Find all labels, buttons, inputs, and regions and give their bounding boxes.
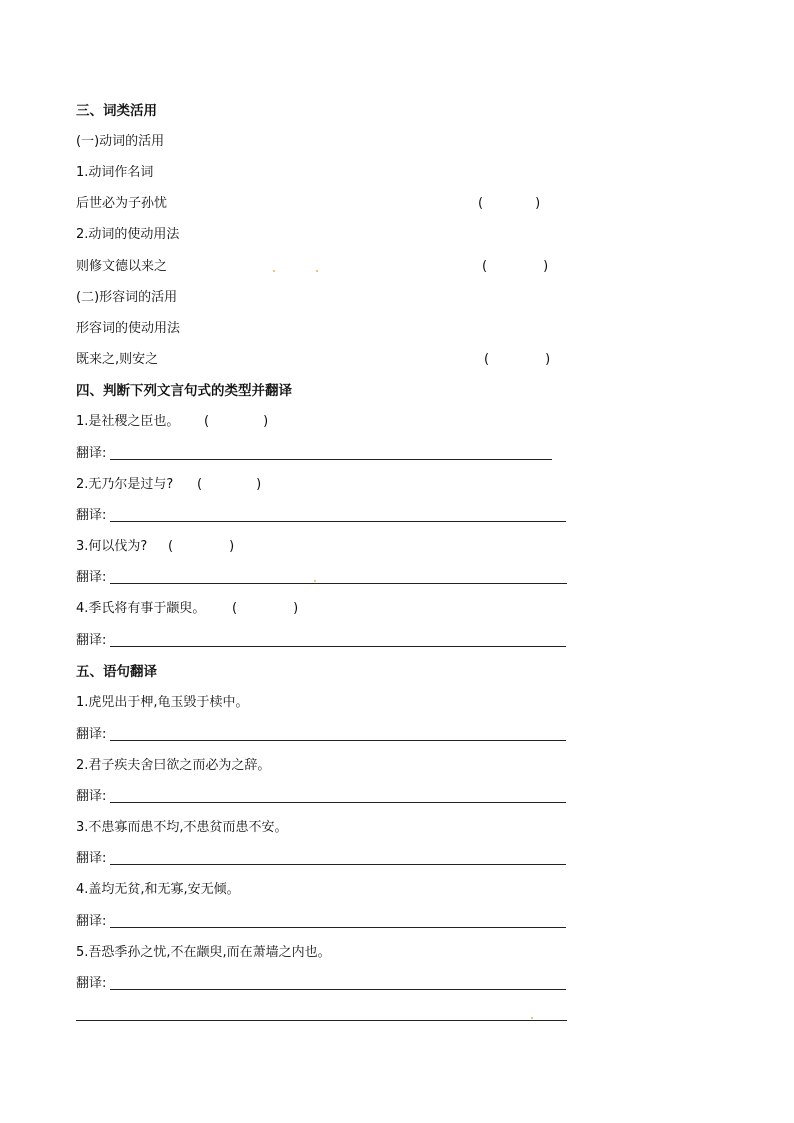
translate-label: 翻译: (76, 789, 107, 804)
section3-item2-label: 2.动词的使动用法 (76, 227, 180, 242)
paren-open: ( (478, 196, 484, 211)
section3-item3-sentence: 既来之,则安之 (76, 352, 159, 367)
paren-open: ( (484, 352, 490, 367)
translate-label: 翻译: (76, 727, 107, 742)
answer-line[interactable] (110, 802, 566, 803)
paren-open: ( (482, 259, 488, 274)
paren-open: ( (204, 414, 210, 429)
section3-sub2: (二)形容词的活用 (76, 290, 178, 305)
answer-line[interactable] (110, 583, 567, 584)
answer-line[interactable] (110, 740, 566, 741)
answer-paren-s4-4[interactable] (232, 600, 298, 618)
answer-paren-s3-2[interactable] (482, 258, 548, 276)
translate-label: 翻译: (76, 976, 107, 991)
translate-label: 翻译: (76, 914, 107, 929)
answer-paren-s4-2[interactable] (197, 476, 261, 494)
section3-item1-label: 1.动词作名词 (76, 165, 154, 180)
paren-close: ) (543, 259, 549, 274)
section5-q4: 4.盖均无贫,和无寡,安无倾。 (76, 882, 240, 897)
paren-close: ) (229, 539, 235, 554)
answer-line[interactable] (110, 927, 566, 928)
stray-dot (314, 580, 316, 582)
section3-sub1: (一)动词的活用 (76, 134, 165, 149)
section4-q3: 3.何以伐为? (76, 539, 148, 554)
translate-label: 翻译: (76, 570, 107, 585)
paren-close: ) (545, 352, 551, 367)
answer-line[interactable] (110, 989, 566, 990)
section5-title: 五、语句翻译 (76, 664, 157, 680)
translate-label: 翻译: (76, 851, 107, 866)
stray-dot (316, 270, 318, 272)
answer-line[interactable] (110, 864, 566, 865)
answer-paren-s4-3[interactable] (168, 538, 234, 556)
answer-line[interactable] (110, 521, 566, 522)
paren-open: ( (197, 477, 203, 492)
section3-title: 三、词类活用 (76, 103, 157, 119)
answer-paren-s3-1[interactable] (478, 195, 540, 213)
answer-line[interactable] (110, 646, 566, 647)
stray-dot (531, 1017, 533, 1019)
section5-q2: 2.君子疾夫舍曰欲之而必为之辞。 (76, 758, 271, 773)
paren-close: ) (263, 414, 269, 429)
answer-paren-s4-1[interactable] (204, 413, 268, 431)
section4-title: 四、判断下列文言句式的类型并翻译 (76, 383, 292, 399)
section5-q3: 3.不患寡而患不均,不患贫而患不安。 (76, 820, 288, 835)
paren-close: ) (535, 196, 541, 211)
translate-label: 翻译: (76, 446, 107, 461)
answer-line[interactable] (110, 459, 552, 460)
stray-dot (273, 270, 275, 272)
section3-item3-label: 形容词的使动用法 (76, 321, 181, 336)
paren-close: ) (293, 601, 299, 616)
paren-open: ( (232, 601, 238, 616)
section5-q1: 1.虎兕出于柙,龟玉毁于椟中。 (76, 695, 249, 710)
section5-q5: 5.吾恐季孙之忧,不在颛臾,而在萧墙之内也。 (76, 945, 331, 960)
answer-line-extra[interactable] (76, 1020, 567, 1021)
section4-q1: 1.是社稷之臣也。 (76, 414, 180, 429)
section4-q2: 2.无乃尔是过与? (76, 477, 174, 492)
section3-item2-sentence: 则修文德以来之 (76, 259, 168, 274)
translate-label: 翻译: (76, 633, 107, 648)
section4-q4: 4.季氏将有事于颛臾。 (76, 601, 206, 616)
paren-close: ) (256, 477, 262, 492)
section3-item1-sentence: 后世必为子孙忧 (76, 196, 168, 211)
paren-open: ( (168, 539, 174, 554)
translate-label: 翻译: (76, 508, 107, 523)
answer-paren-s3-3[interactable] (484, 351, 550, 369)
